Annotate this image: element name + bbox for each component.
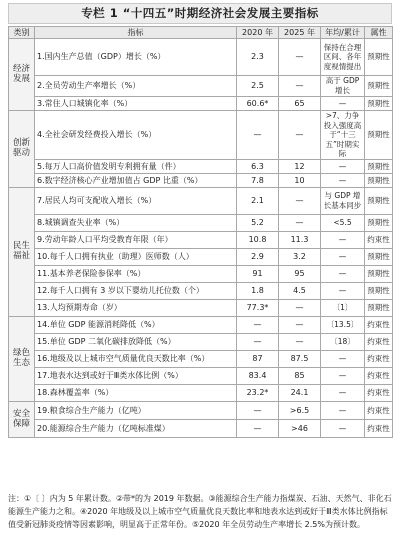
category-economic: 经济发展 [9,39,35,111]
value-2025-cell: — [279,215,321,232]
indicator-cell: 14.单位 GDP 能源消耗降低（%） [35,317,237,334]
table-row [9,160,393,174]
indicator-cell: 10.每千人口拥有执业（助理）医师数（人） [35,249,237,266]
value-2025-cell: 12 [279,160,321,174]
header-average: 年均/累计 [321,27,365,39]
table-row [9,368,393,385]
category-livelihood: 民生福祉 [9,188,35,317]
attribute-cell: 预期性 [365,39,393,76]
value-2020-cell: 6.3 [237,160,279,174]
attribute-cell: 约束性 [365,420,393,438]
table-row [9,334,393,351]
value-2025-cell: 95 [279,266,321,283]
value-2025-cell: — [279,300,321,317]
value-2025-cell: >6.5 [279,402,321,420]
category-security: 安全保障 [9,402,35,438]
value-2020-cell: 2.5 [237,76,279,97]
category-innovation: 创新驱动 [9,111,35,188]
indicator-cell: 5.每万人口高价值发明专利拥有量（件） [35,160,237,174]
value-2020-cell: 77.3* [237,300,279,317]
indicator-cell: 9.劳动年龄人口平均受教育年限（年） [35,232,237,249]
value-2020-cell: — [237,402,279,420]
table-row [9,351,393,368]
average-cell: — [321,402,365,420]
table-row [9,174,393,188]
attribute-cell: 约束性 [365,232,393,249]
value-2020-cell: 2.3 [237,39,279,76]
attribute-cell: 约束性 [365,351,393,368]
table-row [9,300,393,317]
average-cell: — [321,385,365,402]
header-2025: 2025 年 [279,27,321,39]
attribute-cell: 预期性 [365,160,393,174]
value-2025-cell: — [279,76,321,97]
indicator-cell: 12.每千人口拥有 3 岁以下婴幼儿托位数（个） [35,283,237,300]
attribute-cell: 预期性 [365,76,393,97]
table-row [9,76,393,97]
value-2025-cell: — [279,334,321,351]
average-cell: 高于 GDP 增长 [321,76,365,97]
indicator-cell: 13.人均预期寿命（岁） [35,300,237,317]
indicator-cell: 15.单位 GDP 二氧化碳排放降低（%） [35,334,237,351]
indicator-cell: 19.粮食综合生产能力（亿吨） [35,402,237,420]
table-title: 专栏 1 “十四五”时期经济社会发展主要指标 [8,3,392,24]
value-2020-cell: 5.2 [237,215,279,232]
average-cell: — [321,368,365,385]
indicator-cell: 8.城镇调查失业率（%） [35,215,237,232]
indicator-cell: 3.常住人口城镇化率（%） [35,97,237,111]
header-indicator: 指标 [35,27,237,39]
attribute-cell: 约束性 [365,385,393,402]
table-row [9,283,393,300]
value-2025-cell: 24.1 [279,385,321,402]
footnote: 注：①〔 〕内为 5 年累计数。②带*的为 2019 年数据。③能源综合生产能力指煤炭、石油、天然气、非化石能源生产能力之和。④2020 年地级及以上城市空气质量优良天数比率和地表水达到或好于Ⅲ类水体比例指标值受新冠肺炎疫情等因素影响，明显高于正常年份。⑤2020 年全员劳动生产率增长 2.5%为预计数。 [8,494,392,529]
value-2025-cell: 4.5 [279,283,321,300]
value-2020-cell: 2.1 [237,188,279,215]
average-cell: >7、力争投入强度高于“十三五”时期实际 [321,111,365,160]
attribute-cell: 预期性 [365,97,393,111]
attribute-cell: 预期性 [365,266,393,283]
table-row [9,188,393,215]
value-2020-cell: — [237,111,279,160]
table-row [9,97,393,111]
average-cell: — [321,283,365,300]
table-row [9,111,393,160]
attribute-cell: 预期性 [365,174,393,188]
indicators-table [8,26,393,438]
average-cell: 保持在合理区间、各年度视情提出 [321,39,365,76]
value-2025-cell: 65 [279,97,321,111]
value-2020-cell: 7.8 [237,174,279,188]
attribute-cell: 预期性 [365,300,393,317]
indicator-cell: 18.森林覆盖率（%） [35,385,237,402]
header-2020: 2020 年 [237,27,279,39]
value-2020-cell: — [237,317,279,334]
average-cell: — [321,174,365,188]
average-cell: — [321,232,365,249]
table-row [9,249,393,266]
average-cell: 与 GDP 增长基本同步 [321,188,365,215]
value-2025-cell: — [279,39,321,76]
average-cell: 〔1〕 [321,300,365,317]
indicator-cell: 17.地表水达到或好于Ⅲ类水体比例（%） [35,368,237,385]
attribute-cell: 约束性 [365,368,393,385]
attribute-cell: 约束性 [365,334,393,351]
value-2025-cell: 87.5 [279,351,321,368]
average-cell: — [321,351,365,368]
table-row [9,215,393,232]
attribute-cell: 预期性 [365,249,393,266]
indicator-cell: 6.数字经济核心产业增加值占 GDP 比重（%） [35,174,237,188]
value-2025-cell: — [279,188,321,215]
value-2025-cell: 85 [279,368,321,385]
indicator-cell: 7.居民人均可支配收入增长（%） [35,188,237,215]
value-2025-cell: 3.2 [279,249,321,266]
average-cell: — [321,249,365,266]
value-2020-cell: 60.6* [237,97,279,111]
indicator-cell: 20.能源综合生产能力（亿吨标准煤） [35,420,237,438]
attribute-cell: 约束性 [365,317,393,334]
indicator-cell: 11.基本养老保险参保率（%） [35,266,237,283]
value-2025-cell: 11.3 [279,232,321,249]
attribute-cell: 预期性 [365,215,393,232]
attribute-cell: 约束性 [365,402,393,420]
average-cell: 〔18〕 [321,334,365,351]
average-cell: — [321,420,365,438]
value-2020-cell: 2.9 [237,249,279,266]
table-row [9,266,393,283]
attribute-cell: 预期性 [365,188,393,215]
value-2020-cell: 1.8 [237,283,279,300]
value-2025-cell: — [279,111,321,160]
table-row [9,420,393,438]
table-row [9,39,393,76]
average-cell: — [321,160,365,174]
indicator-cell: 4.全社会研发经费投入增长（%） [35,111,237,160]
value-2020-cell: 83.4 [237,368,279,385]
header-attribute: 属性 [365,27,393,39]
attribute-cell: 预期性 [365,283,393,300]
attribute-cell: 预期性 [365,111,393,160]
table-row [9,317,393,334]
table-row [9,385,393,402]
table-header-row [9,27,393,39]
category-green: 绿色生态 [9,317,35,402]
table-row [9,232,393,249]
table-row [9,402,393,420]
average-cell: — [321,97,365,111]
indicator-cell: 1.国内生产总值（GDP）增长（%） [35,39,237,76]
average-cell: 〔13.5〕 [321,317,365,334]
value-2020-cell: 10.8 [237,232,279,249]
value-2020-cell: 87 [237,351,279,368]
value-2020-cell: — [237,420,279,438]
indicator-cell: 2.全员劳动生产率增长（%） [35,76,237,97]
value-2025-cell: >46 [279,420,321,438]
average-cell: <5.5 [321,215,365,232]
value-2025-cell: — [279,317,321,334]
value-2020-cell: — [237,334,279,351]
value-2020-cell: 91 [237,266,279,283]
header-category: 类别 [9,27,35,39]
value-2020-cell: 23.2* [237,385,279,402]
average-cell: — [321,266,365,283]
indicator-cell: 16.地级及以上城市空气质量优良天数比率（%） [35,351,237,368]
value-2025-cell: 10 [279,174,321,188]
